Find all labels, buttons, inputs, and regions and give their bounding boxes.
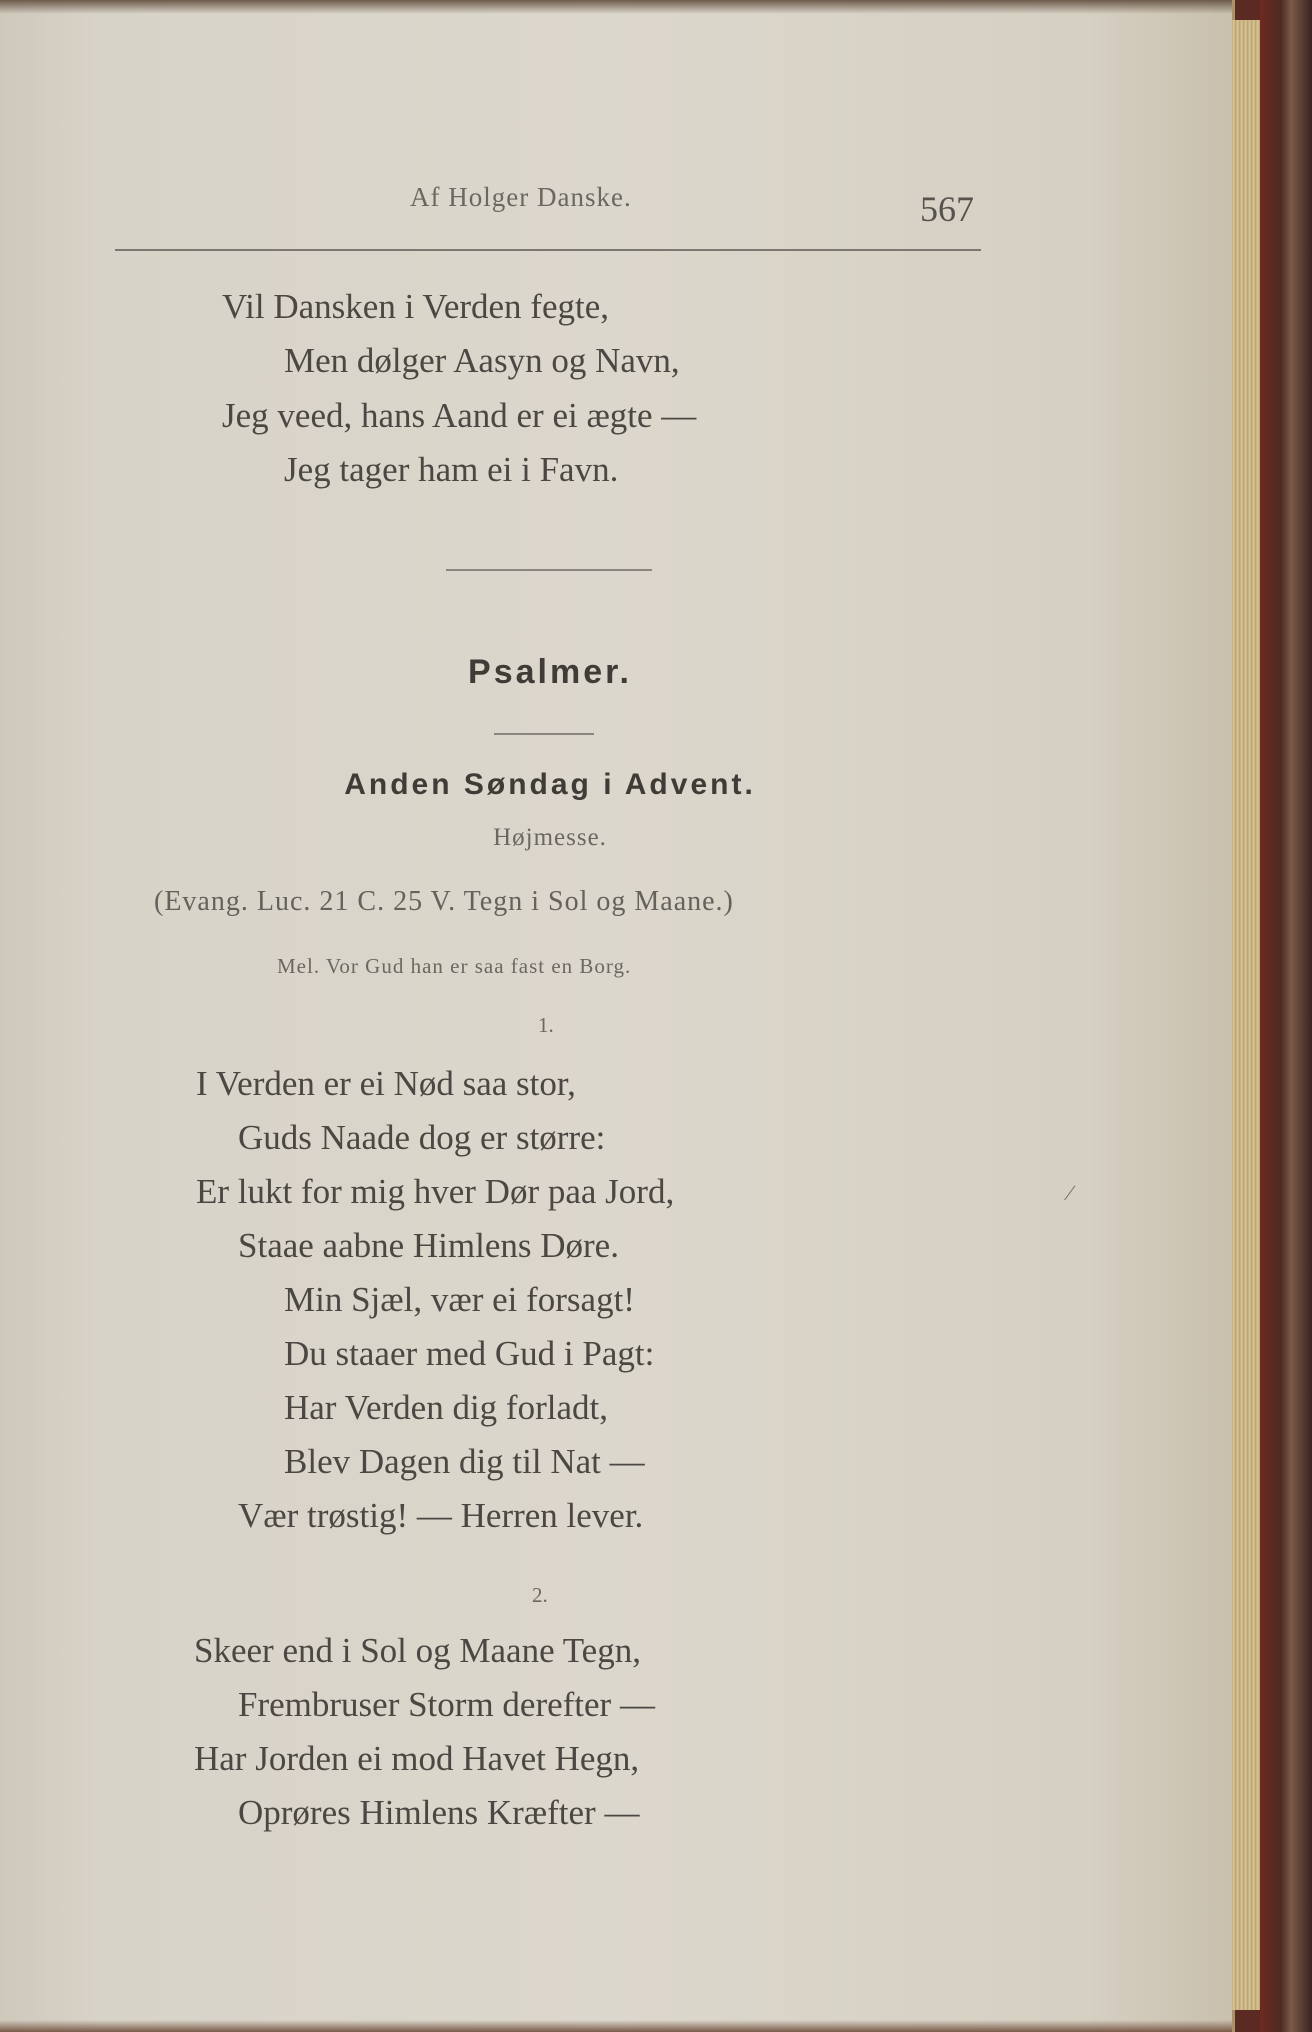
stanza-line: Har Verden dig forladt,	[284, 1388, 608, 1427]
running-head: Af Holger Danske.	[410, 182, 632, 212]
stanza-line: Staae aabne Himlens Døre.	[238, 1226, 619, 1265]
scripture-reference: (Evang. Luc. 21 C. 25 V. Tegn i Sol og Maane.)	[154, 886, 734, 917]
section-divider	[446, 569, 652, 571]
hymn-title: Anden Søndag i Advent.	[344, 768, 756, 801]
ink-speck-icon: ∕	[1068, 1180, 1072, 1205]
stanza-line: Skeer end i Sol og Maane Tegn,	[194, 1631, 641, 1670]
stanza-number: 1.	[538, 1013, 554, 1037]
hymn-subtitle: Højmesse.	[493, 824, 607, 851]
melody-note: Mel. Vor Gud han er saa fast en Borg.	[277, 954, 632, 978]
book-cover	[1260, 0, 1312, 2032]
header-rule	[115, 249, 981, 251]
stanza-line: I Verden er ei Nød saa stor,	[196, 1064, 576, 1103]
stanza-number: 2.	[532, 1583, 548, 1607]
page-bottom-shadow	[0, 2020, 1232, 2032]
opening-line: Jeg tager ham ei i Favn.	[284, 450, 619, 489]
stanza-line: Du staaer med Gud i Pagt:	[284, 1334, 655, 1373]
stanza-line: Min Sjæl, vær ei forsagt!	[284, 1280, 635, 1319]
page-number: 567	[920, 189, 974, 229]
stanza-line: Vær trøstig! — Herren lever.	[238, 1496, 644, 1535]
stanza-line: Har Jorden ei mod Havet Hegn,	[194, 1739, 640, 1778]
opening-line: Vil Dansken i Verden fegte,	[222, 287, 609, 326]
stanza-line: Oprøres Himlens Kræfter —	[238, 1793, 640, 1832]
opening-line: Men dølger Aasyn og Navn,	[284, 341, 680, 380]
page-edges	[1232, 20, 1260, 2010]
stanza-line: Frembruser Storm derefter —	[238, 1685, 655, 1724]
page-top-shadow	[0, 0, 1232, 14]
stanza-line: Er lukt for mig hver Dør paa Jord,	[196, 1172, 675, 1211]
stanza-line: Blev Dagen dig til Nat —	[284, 1442, 645, 1481]
opening-line: Jeg veed, hans Aand er ei ægte —	[222, 396, 697, 435]
stanza-line: Guds Naade dog er større:	[238, 1118, 606, 1157]
section-title: Psalmer.	[468, 653, 632, 691]
title-divider	[494, 733, 594, 735]
